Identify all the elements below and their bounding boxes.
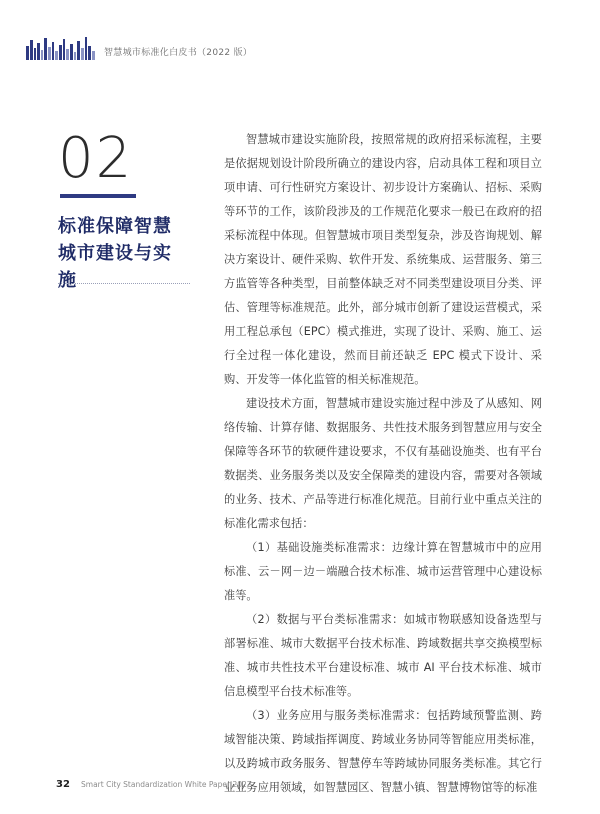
paragraph-5: （3）业务应用与服务类标准需求：包括跨域预警监测、跨域智能决策、跨域指挥调度、跨域业务协同等智能应用类标准，以及跨城市政务服务、智慧停车等跨域协同服务类标准。其它行业业务应用领域，如智慧园区、智慧小镇、智慧博物馆等的标准 xyxy=(224,709,542,794)
footer-title: Smart City Standardization White Paper 2022 xyxy=(81,780,252,789)
paragraph-3: （1）基础设施类标准需求：边缘计算在智慧城市中的应用标准、云－网－边－端融合技术标准、城市运营管理中心建设标准等。 xyxy=(224,541,542,602)
chapter-number: 02 xyxy=(58,126,134,191)
header-title: 智慧城市标准化白皮书（2022 版） xyxy=(104,48,253,58)
paragraph-4: （2）数据与平台类标准需求：如城市物联感知设备选型与部署标准、城市大数据平台技术标准、跨域数据共享交换模型标准、城市共性技术平台建设标准、城市 AI 平台技术标准、城市信息模型平台技术标准等。 xyxy=(224,613,542,698)
city-skyline-logo-icon xyxy=(26,36,96,60)
chapter-title: 标准保障智慧城市建设与实施 xyxy=(58,216,172,291)
page-number: 32 xyxy=(56,779,70,790)
chapter-divider xyxy=(58,283,190,284)
body-text xyxy=(224,128,542,800)
paragraph-1: 智慧城市建设实施阶段，按照常规的政府招采标流程，主要是依据规划设计阶段所确立的建设内容，启动具体工程和项目立项申请、可行性研究方案设计、初步设计方案确认、招标、采购等环节的工作，该阶段涉及的工作规范化要求一般已在政府的招采标流程中体现。但智慧城市项目类型复杂，涉及咨询规划、解决方案设计、硬件采购、软件开发、系统集成、运营服务、第三方监管等各种类型，目前整体缺乏对不同类型建设项目分类、评估、管理等标准规范。此外，部分城市创新了建设运营模式，采用工程总承包（EPC）模式推进，实现了设计、采购、施工、运行全过程一体化建设，然而目前还缺乏 EPC 模式下设计、采购、开发等一体化监管的相关标准规范。 xyxy=(224,133,542,386)
paragraph-2: 建设技术方面，智慧城市建设实施过程中涉及了从感知、网络传输、计算存储、数据服务、共性技术服务到智慧应用与安全保障等各环节的软硬件建设要求，不仅有基础设施类、也有平台数据类、业务服务类以及安全保障类的建设内容，需要对各领域的业务、技术、产品等进行标准化规范。目前行业中重点关注的标准化需求包括： xyxy=(224,397,542,530)
page-footer xyxy=(56,772,252,791)
chapter-accent-bar xyxy=(60,194,136,198)
